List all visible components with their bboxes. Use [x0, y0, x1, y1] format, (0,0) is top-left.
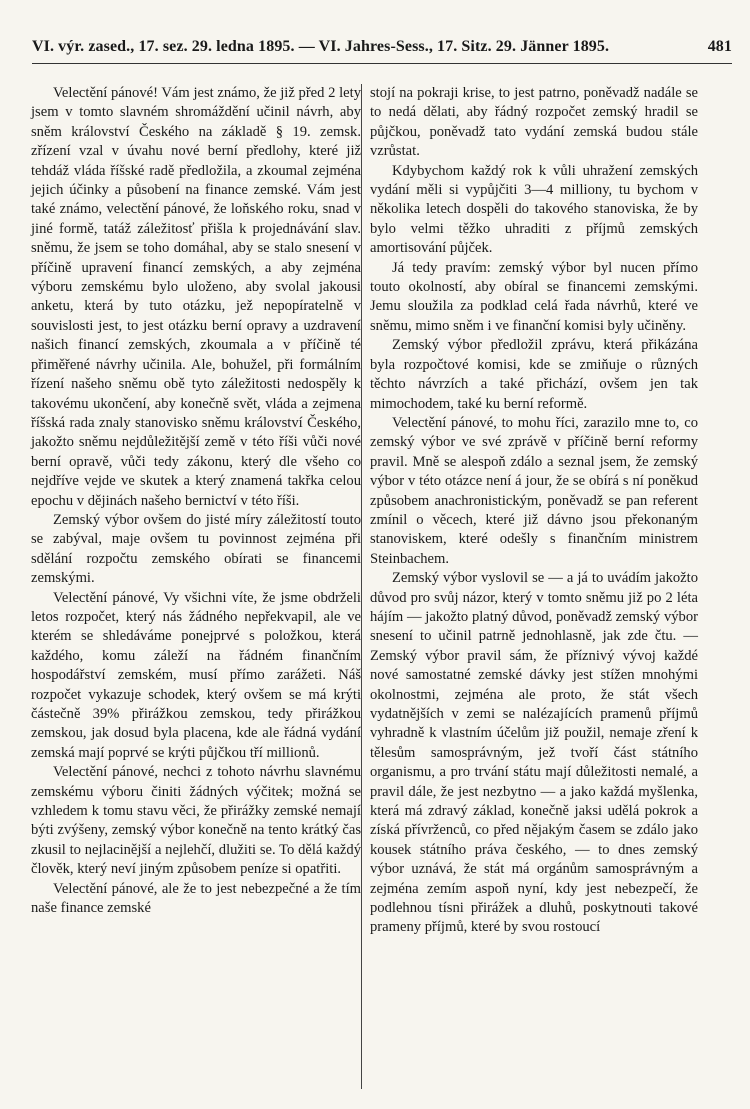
- paragraph: Velectění pánové, nechci z tohoto návrhu slavnému zemskému výboru činiti žádných výčitek; možná se vzhledem k tomu stavu věci, že přirážky zemské nemají býti zvýšeny, zemský výbor konečně na tento krátký čas zkusil to nejlacinější a nejlehčí, dlužiti se. To dělá každý člověk, který neví jiným způsobem peníze si opatřiti.: [31, 764, 361, 878]
- paragraph: Velectění pánové! Vám jest známo, že již před 2 lety jsem v tomto slavném shromáždění učinil návrh, aby sněm království Českého na základě § 19. zemsk. zřízení vzal v úvahu nové berní předlohy, které již tehdáž vláda říšské radě předložila, a zkoumal zejména jejich účinky a působení na finance zemské. Vám jest také známo, velectění pánové, že loňského roku, snad v jiné formě, tatáž záležitosť přišla k projednávání slav. sněmu, že jsem se toho domáhal, aby se stalo snesení v příčině upravení financí zemských, a aby zejména výboru zemskému bylo uloženo, aby svolal jakousi anketu, která by tuto otázku, jež nepopíratelně v souvislosti jest, to jest otázku berní opravy a uzdravení našich financí zemských, zkoumala a v příčině té přiměřené návrhy učinila. Ale, bohužel, při formálním řízení našeho sněmu obě tyto záležitosti nedospěly k takovému ukončení, aby konečně svět, vláda a zejmena říšská rada znaly stanovisko sněmu království Českého, jakožto sněmu nejdůležitější země v této říši vůči nové berní opravě, vůči tedy zákonu, který dle všeho co nejdříve vejde ve skutek a který znamená takřka celou epochu v dějinách našeho bernictví v této říši.: [31, 85, 361, 509]
- paragraph: Velectění pánové, Vy všichni víte, že jsme obdrželi letos rozpočet, který nás žádného nepřekvapil, ale ve kterém se shledáváme ponejprvé s položkou, která každého, komu záleží na řádném finančním hospodářství zemském, musí přímo zarážeti. Náš rozpočet vykazuje schodek, který ovšem se má krýti částečně 39% přirážkou zemskou, tedy přirážkou zemskou, jak dosud byla placena, kde ale řádná vydání zemská mají poprvé se krýti půjčkou tří millionů.: [31, 589, 361, 761]
- paragraph: Já tedy pravím: zemský výbor byl nucen přímo touto okolností, aby obíral se financemi zemskými. Jemu sloužila za podklad celá řada návrhů, které ve sněmu, mimo sněm i ve finanční komisi byly učiněny.: [370, 259, 698, 334]
- paragraph: Kdybychom každý rok k vůli uhražení zemských vydání měli si vypůjčiti 3—4 milliony, tu bychom v několika letech dospěli do takového stanoviska, že by bylo velmi těžko uhraditi z příjmů zemských amortisování půjček.: [370, 162, 698, 257]
- paragraph: Zemský výbor předložil zprávu, která přikázána byla rozpočtové komisi, kde se zmiňuje o různých těchto návrzích a také přichází, ovšem jen tak mimochodem, také ku berní reformě.: [370, 337, 698, 412]
- paragraph: Zemský výbor vyslovil se — a já to uvádím jakožto důvod pro svůj názor, který v tomto sněmu již po 2 léta hájím — jakožto platný důvod, poněvadž zemský výbor snesení to učinil patrně jednohlasně, jak zde čtu. — Zemský výbor pravil sám, že příznivý vývoj každé nové samostatné zemské dávky jest stížen mnohými okolnostmi, zejména ale proto, že stát všech vydatnějších v zemi se nalézajících pramenů příjmů vyhradně k vlastním účelům již použil, nemaje zření k tělesům samosprávným, jež tvoří část státního organismu, a pro trvání státu mají důležitosti nemalé, a pravil dále, že jest nezbytno — a jako každá myšlenka, která má zdravý základ, konečně jaksi udělá pokrok a získá přívrženců, co před nějakým časem se zdálo jako kousek státního práva českého, — to dnes zemský výbor uznává, že stát má orgánům samosprávným a zejména zemím aspoň nyní, kdy jest nebezpečí, že podlehnou tísni přirážek a dluhů, poskytnouti takové prameny příjmů, které by svou rostoucí: [370, 570, 698, 936]
- paragraph: Velectění pánové, ale že to jest nebezpečné a že tím naše finance zemské: [31, 880, 361, 917]
- paragraph: Velectění pánové, to mohu říci, zarazilo mne to, co zemský výbor ve své zprávě v příčině berní reformy pravil. Mně se alespoň zdálo a seznal jsem, že zemský výbor v této otázce není á jour, že se obírá s ní poněkud způsobem anachronistickým, poněvadž se pan referent zmínil o věcech, které již dávno jsou překonaným stanoviskem, které odešly s finančním ministrem Steinbachem.: [370, 414, 698, 567]
- right-column: [370, 84, 698, 938]
- left-column: [31, 84, 361, 918]
- paragraph: stojí na pokraji krise, to jest patrno, poněvadž nadále se to nedá dělati, aby řádný rozpočet zemský hradil se půjčkou, poněvadž tato vydání zemská budou stále vzrůstat.: [370, 85, 698, 160]
- page-number: 481: [707, 38, 732, 55]
- header-rule: [32, 63, 732, 64]
- column-divider: [361, 84, 362, 1089]
- paragraph: Zemský výbor ovšem do jisté míry záležitostí touto se zabýval, maje ovšem tu povinnost zejména při sdělání rozpočtu zemského obírati se financemi zemskými.: [31, 511, 361, 587]
- header-session-text: VI. výr. zased., 17. sez. 29. ledna 1895. — VI. Jahres-Sess., 17. Sitz. 29. Jänner 1895.: [32, 38, 610, 55]
- running-header: [32, 38, 732, 56]
